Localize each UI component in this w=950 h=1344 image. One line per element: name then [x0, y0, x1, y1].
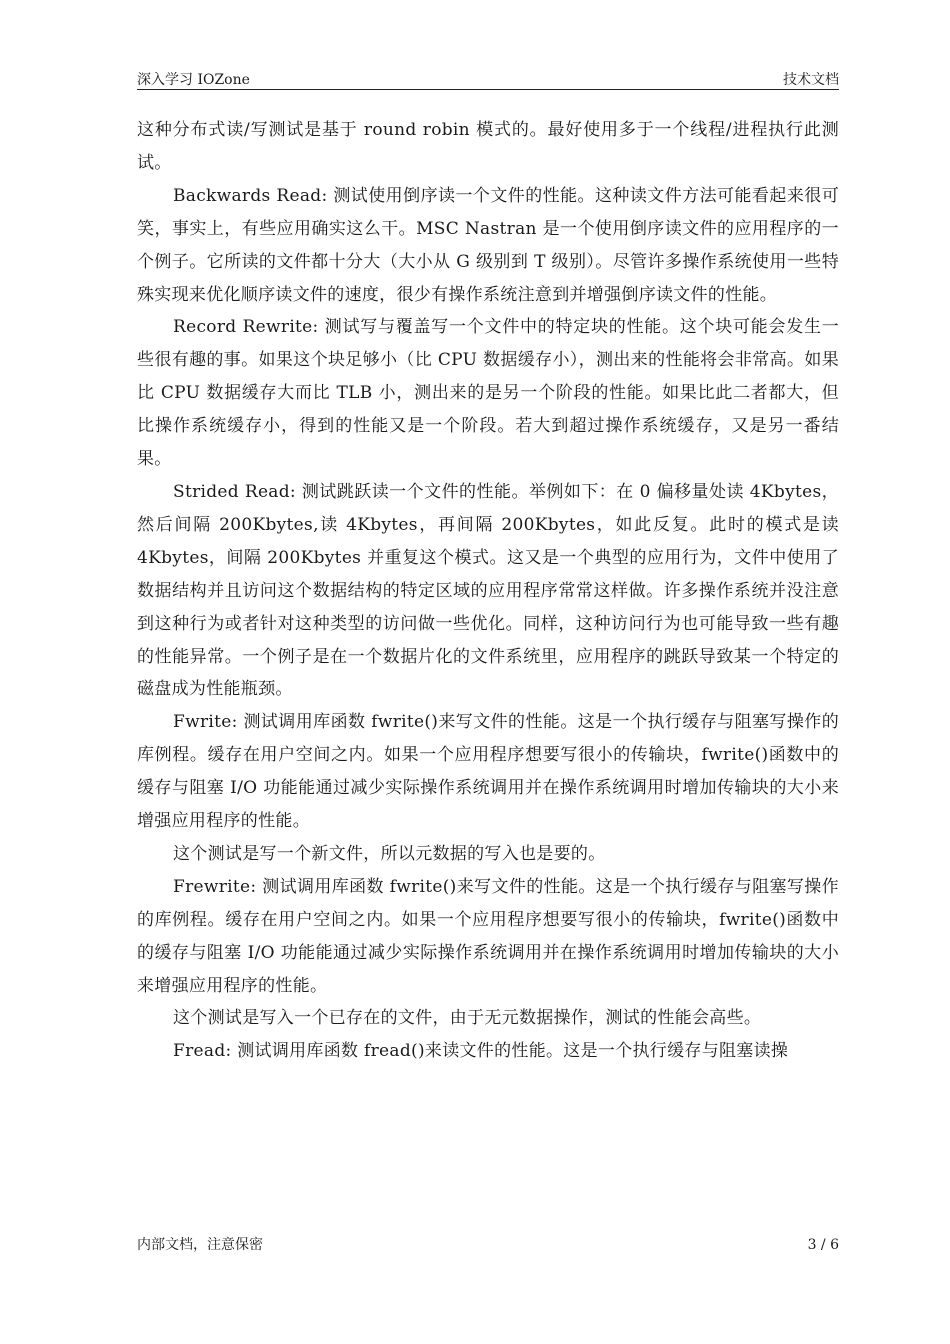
- paragraph-fwrite: Fwrite: 测试调用库函数 fwrite()来写文件的性能。这是一个执行缓存与阻塞写操作的库例程。缓存在用户空间之内。如果一个应用程序想要写很小的传输块，fwrite()函数中的缓存与阻塞 I/O 功能能通过减少实际操作系统调用并在操作系统调用时增加传输块的大小来增强应用程序的性能。: [137, 712, 839, 832]
- header-divider: [137, 89, 839, 90]
- page-number: 3 / 6: [807, 1237, 839, 1253]
- paragraph-fwrite-note: 这个测试是写一个新文件，所以元数据的写入也是要的。: [173, 843, 606, 864]
- paragraph-strided-read: Strided Read: 测试跳跃读一个文件的性能。举例如下：在 0 偏移量处读 4Kbytes，然后间隔 200Kbytes,读 4Kbytes，再间隔 200Kbytes，如此反复。此时的模式是读 4Kbytes，间隔 200Kbytes 并重复这个模式。这又是一个典型的应用行为，文件中使用了数据结构并且访问这个数据结构的特定区域的应用程序常常这样做。许多操作系统并没注意到这种行为或者针对这种类型的访问做一些优化。同样，这种访问行为也可能导致一些有趣的性能异常。一个例子是在一个数据片化的文件系统里，应用程序的跳跃导致某一个特定的磁盘成为性能瓶颈。: [137, 481, 839, 700]
- running-header: [137, 70, 839, 90]
- footer-confidentiality-note: 内部文档，注意保密: [137, 1237, 263, 1253]
- header-document-title: 深入学习 IOZone: [137, 72, 250, 88]
- paragraph-record-rewrite: Record Rewrite: 测试写与覆盖写一个文件中的特定块的性能。这个块可能会发生一些很有趣的事。如果这个块足够小（比 CPU 数据缓存小），测出来的性能将会非常高。如果比 CPU 数据缓存大而比 TLB 小，测出来的是另一个阶段的性能。如果比此二者都大，但比操作系统缓存小，得到的性能又是一个阶段。若大到超过操作系统缓存，又是另一番结果。: [137, 317, 839, 470]
- running-footer: [137, 1235, 839, 1255]
- body-text: [137, 114, 839, 1068]
- paragraph-frewrite-note: 这个测试是写入一个已存在的文件，由于无元数据操作，测试的性能会高些。: [173, 1008, 762, 1029]
- paragraph-continued: 这种分布式读/写测试是基于 round robin 模式的。最好使用多于一个线程/进程执行此测试。: [137, 120, 839, 173]
- header-document-category: 技术文档: [783, 72, 839, 88]
- paragraph-backwards-read: Backwards Read: 测试使用倒序读一个文件的性能。这种读文件方法可能看起来很可笑，事实上，有些应用确实这么干。MSC Nastran 是一个使用倒序读文件的应用程序的一个例子。它所读的文件都十分大（大小从 G 级别到 T 级别）。尽管许多操作系统使用一些特殊实现来优化顺序读文件的速度，很少有操作系统注意到并增强倒序读文件的性能。: [137, 185, 839, 305]
- paragraph-frewrite: Frewrite: 测试调用库函数 fwrite()来写文件的性能。这是一个执行缓存与阻塞写操作的库例程。缓存在用户空间之内。如果一个应用程序想要写很小的传输块，fwrite()函数中的缓存与阻塞 I/O 功能能通过减少实际操作系统调用并在操作系统调用时增加传输块的大小来增强应用程序的性能。: [137, 876, 839, 996]
- paragraph-fread: Fread: 测试调用库函数 fread()来读文件的性能。这是一个执行缓存与阻塞读操: [173, 1041, 789, 1062]
